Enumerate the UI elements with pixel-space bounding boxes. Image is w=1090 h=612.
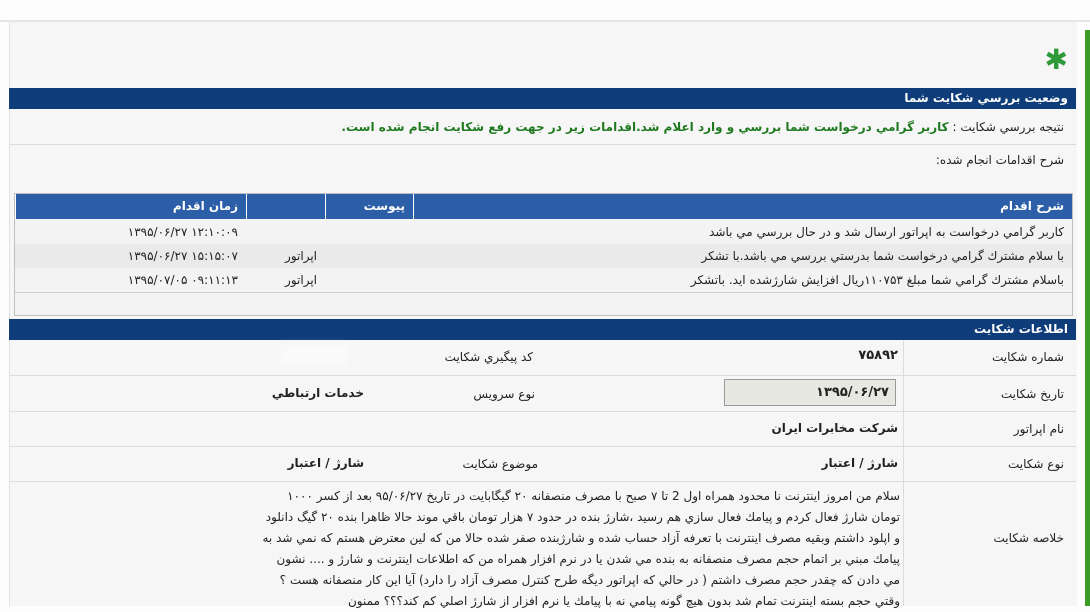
table-footer-line xyxy=(15,292,1072,293)
divider xyxy=(9,481,1076,482)
divider xyxy=(9,446,1076,447)
tracking-code-redacted xyxy=(284,349,344,361)
complaint-number: ۷۵۸۹۲ xyxy=(858,348,898,363)
cell-description: كاربر گرامي درخواست به اپراتور ارسال شد و در حال بررسي مي باشد xyxy=(709,225,1064,239)
status-section-header: وضعيت بررسي شكايت شما xyxy=(9,88,1076,109)
complaint-type-label: نوع شكايت xyxy=(1008,457,1064,471)
result-text: كاربر گرامي درخواست شما بررسي و وارد اعلام شد.اقدامات زير در جهت رفع شكايت انجام شده است. xyxy=(341,120,949,134)
table-row xyxy=(15,244,1072,268)
table-row xyxy=(15,220,1072,244)
service-type: خدمات ارتباطي xyxy=(271,386,364,400)
th-description: شرح اقدام xyxy=(413,194,1072,219)
complaint-number-label: شماره شكايت xyxy=(991,350,1064,364)
actions-table xyxy=(14,193,1073,316)
cell-actor: اپراتور xyxy=(285,273,317,287)
column-divider xyxy=(903,341,904,606)
th-empty xyxy=(246,194,325,219)
subject-label: موضوع شكايت xyxy=(462,457,538,471)
operator-label: نام اپراتور xyxy=(1013,422,1064,436)
cell-actor: اپراتور xyxy=(285,249,317,263)
summary-label: خلاصه شكايت xyxy=(993,531,1064,545)
right-accent-bar xyxy=(1085,30,1090,606)
th-attachment: پيوست xyxy=(325,194,413,219)
complaint-subject: شارژ / اعتبار xyxy=(287,456,364,470)
divider xyxy=(9,375,1076,376)
cell-time: ۱۳۹۵/۰۶/۲۷ ۱۵:۱۵:۰۷ xyxy=(127,249,238,263)
cell-description: با سلام مشترك گرامي درخواست شما بدرستي بررسي مي باشد.با تشكر xyxy=(701,249,1064,263)
cell-time: ۱۳۹۵/۰۷/۰۵ ۰۹:۱۱:۱۳ xyxy=(127,273,238,287)
asterisk-icon: ✱ xyxy=(1044,43,1068,76)
info-section-header: اطلاعات شكايت xyxy=(9,319,1076,340)
divider xyxy=(9,411,1076,412)
tracking-code-label: كد پيگيري شكايت xyxy=(444,350,533,364)
cell-description: باسلام مشترك گرامي شما مبلغ ۱۱۰۷۵۳ريال افزايش شارژشده ايد. باتشكر xyxy=(690,273,1064,287)
cell-time: ۱۳۹۵/۰۶/۲۷ ۱۲:۱۰:۰۹ xyxy=(127,225,238,239)
th-time: زمان اقدام xyxy=(15,194,246,219)
actions-label: شرح اقدامات انجام شده: xyxy=(935,153,1064,167)
operator-name: شركت مخابرات ايران xyxy=(771,421,898,435)
divider xyxy=(9,144,1076,145)
service-type-label: نوع سرويس xyxy=(473,387,535,401)
complaint-summary: سلام من امروز اينترنت نا محدود همراه اول 2 تا ۷ صبح با مصرف منصفانه ۲۰ گيگابايت در تاريخ ۹۵/۰۶/۲۷ بعد از كسر ۱۰۰۰ تومان شارژ فعال كردم و پيامك فعال سازي هم رسيد ،شارژ بنده در حدود ۷ هزار تومان باقي موند حالا ظاهرا بنده ۲۰ گيگ دانلود و اپلود داشتم وبقيه مصرف اينترنت با تعرفه آزاد حساب شده و شارژبنده صفر شده حالا من كه لين معترض هستم كه نمي شد به پيامك مبني بر اتمام حجم مصرف منصفانه به بنده مي شدن يا در نرم افزار همراه من كه اطلاعات اينترنت و شارژ و .... نشون مي دادن كه چقدر حجم مصرف داشتم ( در حالي كه اپراتور ديگه طرح كنترل مصرف آزاد را دارد) آيا اين كار منصفانه هست ؟ وقتي حجم بسته اينترنت تمام شد بدون هيچ گونه پيامي نه با پيامك يا نرم افزار از شارژ اصلي كم كند؟؟؟ ممنون xyxy=(262,489,900,608)
complaint-type: شارژ / اعتبار xyxy=(821,456,898,470)
complaint-date-field: ۱۳۹۵/۰۶/۲۷ xyxy=(724,379,896,406)
result-row xyxy=(341,120,1064,134)
complaint-date-label: تاريخ شكايت xyxy=(1000,387,1064,401)
cell-actor xyxy=(246,220,325,244)
result-label: نتيجه بررسي شكايت : xyxy=(952,120,1064,134)
table-row xyxy=(15,268,1072,292)
